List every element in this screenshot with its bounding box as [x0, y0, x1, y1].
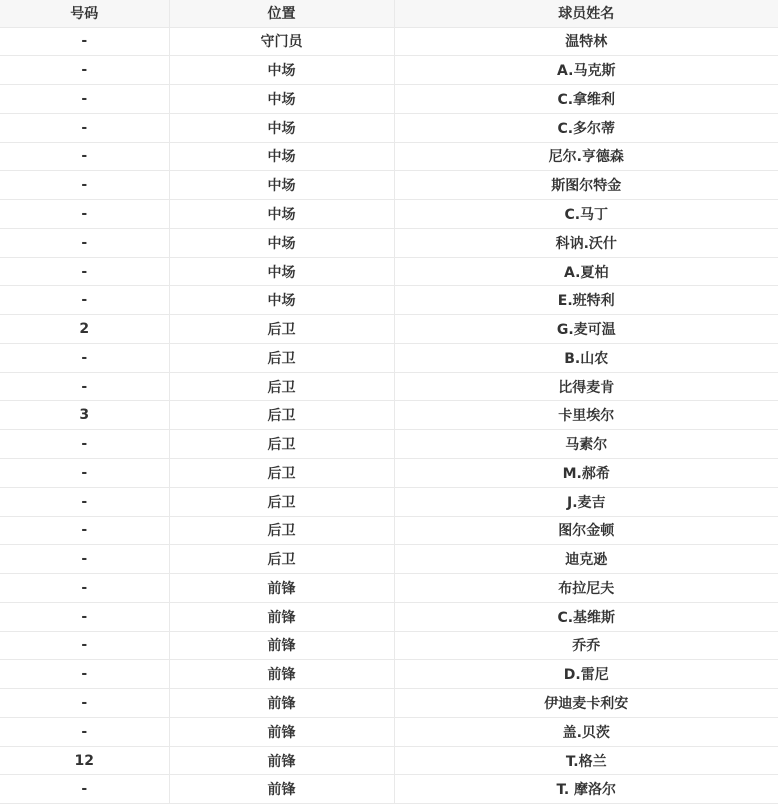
cell-position: 后卫 [169, 545, 394, 574]
cell-player-name: C.马丁 [394, 200, 778, 229]
cell-player-name: 乔乔 [394, 631, 778, 660]
table-row [0, 430, 778, 459]
column-header-player-name: 球员姓名 [394, 0, 778, 27]
table-row [0, 516, 778, 545]
cell-number: - [0, 717, 169, 746]
cell-number: - [0, 574, 169, 603]
cell-number: 2 [0, 315, 169, 344]
cell-position: 前锋 [169, 775, 394, 804]
cell-number: - [0, 200, 169, 229]
cell-player-name: C.基维斯 [394, 602, 778, 631]
cell-position: 守门员 [169, 27, 394, 56]
cell-position: 后卫 [169, 372, 394, 401]
cell-position: 中场 [169, 228, 394, 257]
cell-position: 后卫 [169, 487, 394, 516]
table-row [0, 487, 778, 516]
cell-number: - [0, 27, 169, 56]
cell-player-name: 温特林 [394, 27, 778, 56]
cell-player-name: J.麦吉 [394, 487, 778, 516]
table-row [0, 602, 778, 631]
cell-number: - [0, 85, 169, 114]
cell-number: - [0, 228, 169, 257]
table-row [0, 746, 778, 775]
cell-position: 后卫 [169, 315, 394, 344]
cell-position: 中场 [169, 171, 394, 200]
table-row [0, 142, 778, 171]
table-row [0, 574, 778, 603]
cell-player-name: C.拿维利 [394, 85, 778, 114]
table-row [0, 717, 778, 746]
table-row [0, 257, 778, 286]
cell-position: 前锋 [169, 746, 394, 775]
table-row [0, 401, 778, 430]
cell-player-name: C.多尔蒂 [394, 113, 778, 142]
cell-player-name: A.马克斯 [394, 56, 778, 85]
cell-position: 后卫 [169, 430, 394, 459]
cell-position: 中场 [169, 257, 394, 286]
table-row [0, 85, 778, 114]
table-row [0, 458, 778, 487]
table-row [0, 228, 778, 257]
cell-player-name: 比得麦肯 [394, 372, 778, 401]
cell-player-name: 伊迪麦卡利安 [394, 689, 778, 718]
cell-number: - [0, 487, 169, 516]
cell-position: 前锋 [169, 574, 394, 603]
table-row [0, 689, 778, 718]
cell-position: 中场 [169, 286, 394, 315]
cell-number: 3 [0, 401, 169, 430]
table-row [0, 631, 778, 660]
table-row [0, 660, 778, 689]
column-header-number: 号码 [0, 0, 169, 27]
table-row [0, 171, 778, 200]
cell-position: 中场 [169, 200, 394, 229]
cell-position: 中场 [169, 142, 394, 171]
table-row [0, 200, 778, 229]
cell-player-name: 卡里埃尔 [394, 401, 778, 430]
cell-player-name: 迪克逊 [394, 545, 778, 574]
cell-position: 中场 [169, 85, 394, 114]
cell-number: - [0, 113, 169, 142]
cell-player-name: E.班特利 [394, 286, 778, 315]
table-row [0, 113, 778, 142]
table-header-row [0, 0, 778, 27]
cell-position: 中场 [169, 56, 394, 85]
cell-number: - [0, 430, 169, 459]
table-row [0, 343, 778, 372]
cell-number: - [0, 775, 169, 804]
cell-number: - [0, 660, 169, 689]
cell-number: - [0, 56, 169, 85]
table-row [0, 545, 778, 574]
cell-number: - [0, 602, 169, 631]
column-header-position: 位置 [169, 0, 394, 27]
cell-player-name: 图尔金顿 [394, 516, 778, 545]
cell-position: 后卫 [169, 516, 394, 545]
table-row [0, 372, 778, 401]
cell-player-name: M.郝希 [394, 458, 778, 487]
cell-player-name: 马素尔 [394, 430, 778, 459]
cell-player-name: 科讷.沃什 [394, 228, 778, 257]
cell-number: - [0, 171, 169, 200]
cell-position: 前锋 [169, 717, 394, 746]
cell-position: 前锋 [169, 631, 394, 660]
cell-player-name: T.格兰 [394, 746, 778, 775]
cell-position: 前锋 [169, 602, 394, 631]
table-row [0, 775, 778, 804]
cell-number: - [0, 545, 169, 574]
cell-player-name: T. 摩洛尔 [394, 775, 778, 804]
cell-number: - [0, 142, 169, 171]
cell-player-name: 布拉尼夫 [394, 574, 778, 603]
table-row [0, 315, 778, 344]
cell-number: - [0, 631, 169, 660]
cell-player-name: 斯图尔特金 [394, 171, 778, 200]
cell-player-name: D.雷尼 [394, 660, 778, 689]
cell-number: - [0, 458, 169, 487]
cell-number: 12 [0, 746, 169, 775]
cell-number: - [0, 257, 169, 286]
cell-number: - [0, 286, 169, 315]
table-row [0, 56, 778, 85]
cell-number: - [0, 689, 169, 718]
cell-player-name: B.山农 [394, 343, 778, 372]
cell-position: 后卫 [169, 401, 394, 430]
cell-player-name: G.麦可温 [394, 315, 778, 344]
cell-position: 前锋 [169, 660, 394, 689]
table-row [0, 27, 778, 56]
cell-player-name: A.夏柏 [394, 257, 778, 286]
cell-player-name: 尼尔.亨德森 [394, 142, 778, 171]
table-row [0, 286, 778, 315]
cell-player-name: 盖.贝茨 [394, 717, 778, 746]
cell-number: - [0, 343, 169, 372]
cell-position: 后卫 [169, 458, 394, 487]
cell-position: 前锋 [169, 689, 394, 718]
cell-number: - [0, 372, 169, 401]
cell-position: 中场 [169, 113, 394, 142]
cell-position: 后卫 [169, 343, 394, 372]
cell-number: - [0, 516, 169, 545]
